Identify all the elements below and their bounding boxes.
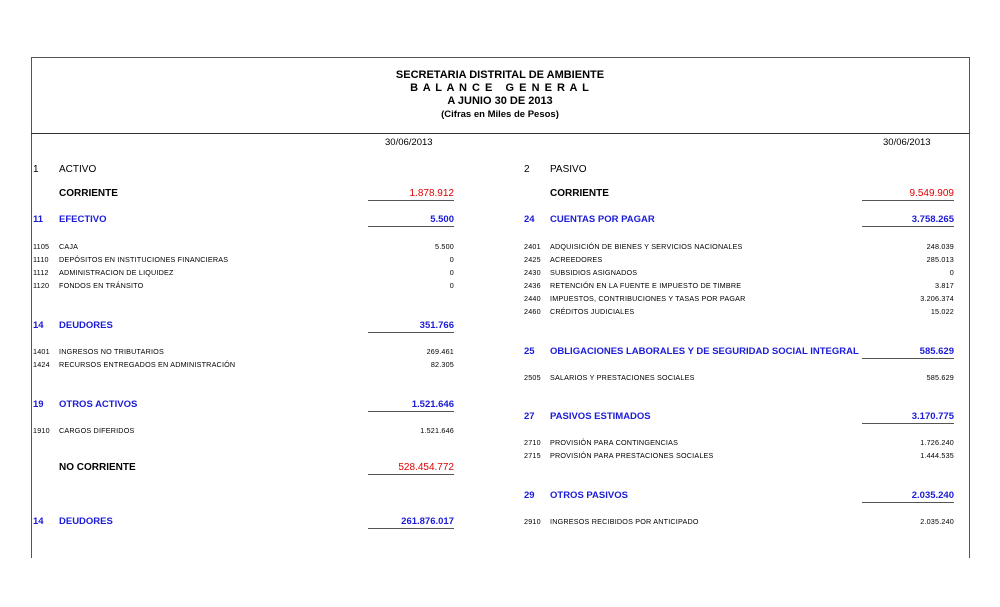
pasivo-heading: PASIVO: [550, 164, 587, 175]
line-code: 1424: [33, 360, 50, 369]
deudores-nc-value: 261.876.017: [368, 516, 454, 529]
line-label: CARGOS DIFERIDOS: [59, 426, 135, 435]
line-value: 82.305: [430, 360, 454, 369]
line-value: 3.206.374: [920, 294, 954, 303]
line-value: 0: [449, 255, 454, 264]
line-value: 0: [449, 281, 454, 290]
obligaciones-label: OBLIGACIONES LABORALES Y DE SEGURIDAD SOCIAL INTEGRAL: [550, 346, 859, 357]
activo-corriente-label: CORRIENTE: [59, 188, 118, 199]
pasivo-code: 2: [524, 164, 530, 175]
otros-pasivos-label: OTROS PASIVOS: [550, 490, 628, 501]
line-label: ACREEDORES: [550, 255, 603, 264]
deudores-code: 14: [33, 320, 44, 331]
line-value: 248.039: [926, 242, 954, 251]
entity-title: SECRETARIA DISTRITAL DE AMBIENTE: [395, 69, 605, 81]
obligaciones-value: 585.629: [862, 346, 954, 359]
line-label: CAJA: [59, 242, 79, 251]
otros-activos-code: 19: [33, 399, 44, 410]
no-corriente-label: NO CORRIENTE: [59, 462, 136, 473]
line-code: 1401: [33, 347, 50, 356]
date-right: 30/06/2013: [883, 137, 931, 148]
line-label: ADMINISTRACION DE LIQUIDEZ: [59, 268, 174, 277]
line-value: 0: [449, 268, 454, 277]
line-code: 2710: [524, 438, 541, 447]
line-code: 2430: [524, 268, 541, 277]
line-label: SUBSIDIOS ASIGNADOS: [550, 268, 638, 277]
line-label: IMPUESTOS, CONTRIBUCIONES Y TASAS POR PAGAR: [550, 294, 746, 303]
estimados-value: 3.170.775: [862, 411, 954, 424]
pasivo-corriente-label: CORRIENTE: [550, 188, 609, 199]
line-label: INGRESOS NO TRIBUTARIOS: [59, 347, 164, 356]
deudores-nc-code: 14: [33, 516, 44, 527]
report-period: A JUNIO 30 DE 2013: [447, 95, 553, 107]
line-code: 2436: [524, 281, 541, 290]
line-label: DEPÓSITOS EN INSTITUCIONES FINANCIERAS: [59, 255, 229, 264]
line-value: 2.035.240: [920, 517, 954, 526]
line-value: 585.629: [926, 373, 954, 382]
line-label: PROVISIÓN PARA PRESTACIONES SOCIALES: [550, 451, 714, 460]
line-value: 0: [949, 268, 954, 277]
efectivo-label: EFECTIVO: [59, 214, 107, 225]
efectivo-value: 5.500: [368, 214, 454, 227]
line-code: 1112: [33, 268, 49, 277]
line-value: 1.444.535: [920, 451, 954, 460]
line-label: CRÉDITOS JUDICIALES: [550, 307, 635, 316]
activo-code: 1: [33, 164, 39, 175]
line-label: FONDOS EN TRÁNSITO: [59, 281, 144, 290]
line-code: 2910: [524, 517, 541, 526]
line-label: PROVISIÓN PARA CONTINGENCIAS: [550, 438, 679, 447]
line-code: 2715: [524, 451, 541, 460]
header-divider: [31, 133, 969, 134]
line-value: 1.521.646: [420, 426, 454, 435]
efectivo-code: 11: [33, 214, 44, 225]
line-code: 1120: [33, 281, 50, 290]
otros-activos-label: OTROS ACTIVOS: [59, 399, 138, 410]
activo-heading: ACTIVO: [59, 164, 97, 175]
line-code: 2425: [524, 255, 541, 264]
line-code: 1910: [33, 426, 50, 435]
line-code: 2401: [524, 242, 541, 251]
line-value: 269.461: [426, 347, 454, 356]
line-value: 3.817: [935, 281, 954, 290]
no-corriente-value: 528.454.772: [368, 462, 454, 475]
estimados-code: 27: [524, 411, 535, 422]
line-value: 1.726.240: [920, 438, 954, 447]
line-value: 5.500: [435, 242, 454, 251]
line-code: 1105: [33, 242, 50, 251]
otros-activos-value: 1.521.646: [368, 399, 454, 412]
line-label: ADQUISICIÓN DE BIENES Y SERVICIOS NACIONALES: [550, 242, 743, 251]
deudores-value: 351.766: [368, 320, 454, 333]
obligaciones-code: 25: [524, 346, 535, 357]
pasivo-corriente-value: 9.549.909: [862, 188, 954, 201]
line-value: 285.013: [926, 255, 954, 264]
deudores-nc-label: DEUDORES: [59, 516, 113, 527]
estimados-label: PASIVOS ESTIMADOS: [550, 411, 651, 422]
line-code: 1110: [33, 255, 49, 264]
otros-pasivos-value: 2.035.240: [862, 490, 954, 503]
cuentas-value: 3.758.265: [862, 214, 954, 227]
deudores-label: DEUDORES: [59, 320, 113, 331]
report-units: (Cifras en Miles de Pesos): [441, 109, 559, 120]
line-label: INGRESOS RECIBIDOS POR ANTICIPADO: [550, 517, 699, 526]
activo-corriente-value: 1.878.912: [368, 188, 454, 201]
line-value: 15.022: [930, 307, 954, 316]
line-label: SALARIOS Y PRESTACIONES SOCIALES: [550, 373, 695, 382]
line-label: RETENCIÓN EN LA FUENTE E IMPUESTO DE TIMBRE: [550, 281, 742, 290]
report-title: B A L A N C E G E N E R A L: [410, 82, 590, 94]
line-code: 2505: [524, 373, 541, 382]
line-code: 2460: [524, 307, 541, 316]
date-left: 30/06/2013: [385, 137, 433, 148]
cuentas-code: 24: [524, 214, 535, 225]
line-code: 2440: [524, 294, 541, 303]
cuentas-label: CUENTAS POR PAGAR: [550, 214, 655, 225]
line-label: RECURSOS ENTREGADOS EN ADMINISTRACIÓN: [59, 360, 236, 369]
otros-pasivos-code: 29: [524, 490, 535, 501]
